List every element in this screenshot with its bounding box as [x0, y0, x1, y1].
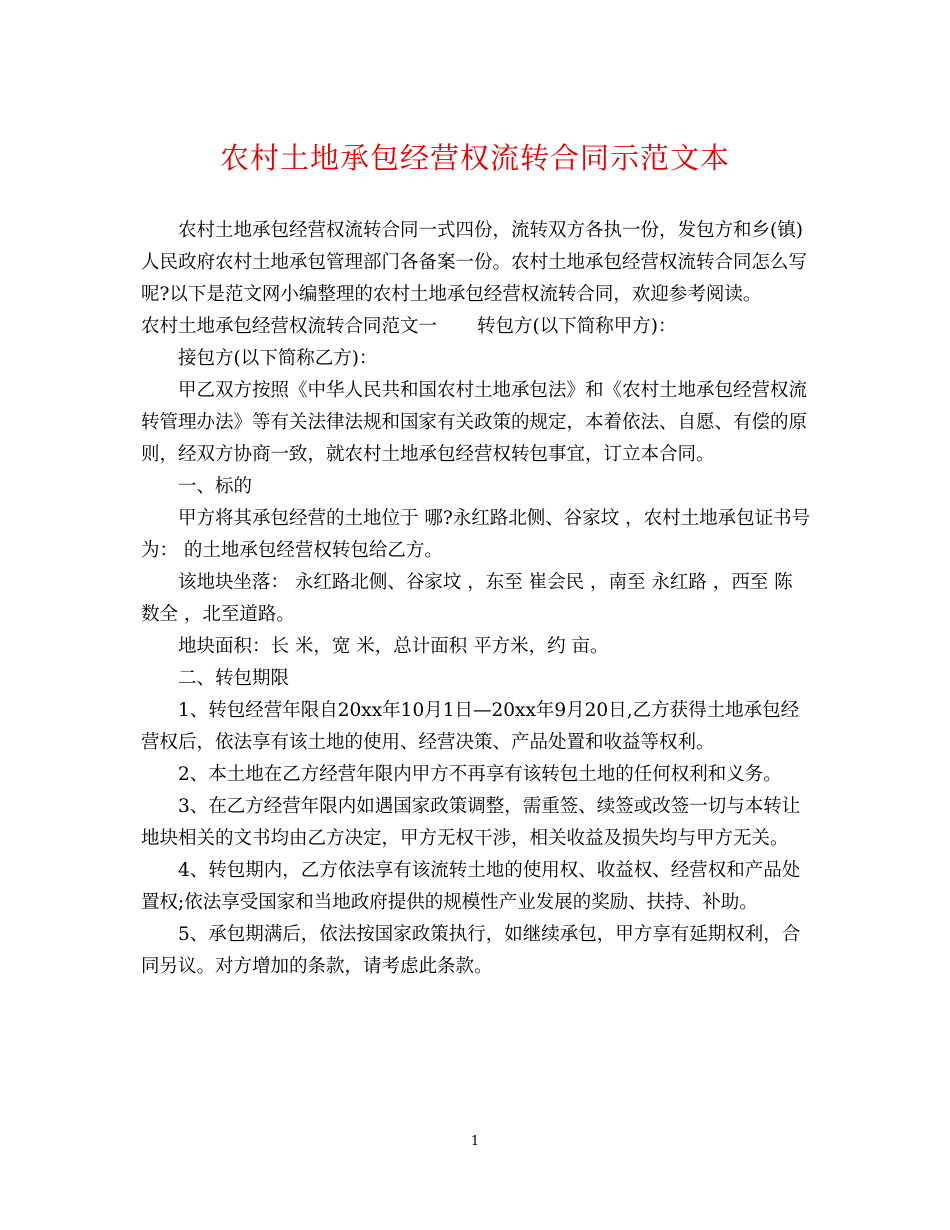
clause-term-5: 5、承包期满后，依法按国家政策执行，如继续承包，甲方享有延期权利，合同另议。对方增加的条款，请考虑此条款。 [141, 924, 801, 977]
document-title: 农村土地承包经营权流转合同示范文本 [219, 141, 730, 175]
clause-term-2: 2、本土地在乙方经营年限内甲方不再享有该转包土地的任何权利和义务。 [178, 764, 782, 785]
clause-plot-boundaries: 该地块坐落： 永红路北侧、谷家坟 ，东至 崔会民 ，南至 永红路 ，西至 陈数全 ，北至道路。 [141, 572, 793, 625]
document-body [141, 215, 811, 983]
page-number: 1 [470, 1134, 480, 1149]
clause-land-location: 甲方将其承包经营的土地位于 哪?永红路北侧、谷家坟 ，农村土地承包证书号为： 的土地承包经营权转包给乙方。 [141, 508, 811, 561]
clause-term-3: 3、在乙方经营年限内如遇国家政策调整，需重签、续签或改签一切与本转让地块相关的文书均由乙方决定，甲方无权干涉，相关收益及损失均与甲方无关。 [141, 796, 801, 849]
clause-term-4: 4、转包期内，乙方依法享有该流转土地的使用权、收益权、经营权和产品处置权;依法享受国家和当地政府提供的规模性产业发展的奖励、扶持、补助。 [141, 860, 801, 913]
section-row [141, 311, 811, 343]
clause-plot-area: 地块面积：长 米，宽 米，总计面积 平方米，约 亩。 [178, 636, 609, 657]
heading-term: 二、转包期限 [178, 668, 290, 689]
section-heading: 农村土地承包经营权流转合同范文一 [141, 316, 438, 337]
party-b-label: 接包方(以下简称乙方)： [178, 348, 378, 369]
clause-term-1: 1、转包经营年限自20xx年10月1日—20xx年9月20日,乙方获得土地承包经营权后，依法享有该土地的使用、经营决策、产品处置和收益等权利。 [141, 700, 800, 753]
party-a-label: 转包方(以下简称甲方)： [477, 316, 677, 337]
preamble-paragraph: 甲乙双方按照《中华人民共和国农村土地承包法》和《农村土地承包经营权流转管理办法》等有关法律法规和国家有关政策的规定，本着依法、自愿、有偿的原则，经双方协商一致，就农村土地承包经营权转包事宜，订立本合同。 [141, 380, 808, 465]
intro-paragraph: 农村土地承包经营权流转合同一式四份，流转双方各执一份，发包方和乡(镇)人民政府农村土地承包管理部门各备案一份。农村土地承包经营权流转合同怎么写呢?以下是范文网小编整理的农村土地承包经营权流转合同，欢迎参考阅读。 [141, 220, 808, 305]
heading-subject: 一、标的 [178, 476, 253, 497]
